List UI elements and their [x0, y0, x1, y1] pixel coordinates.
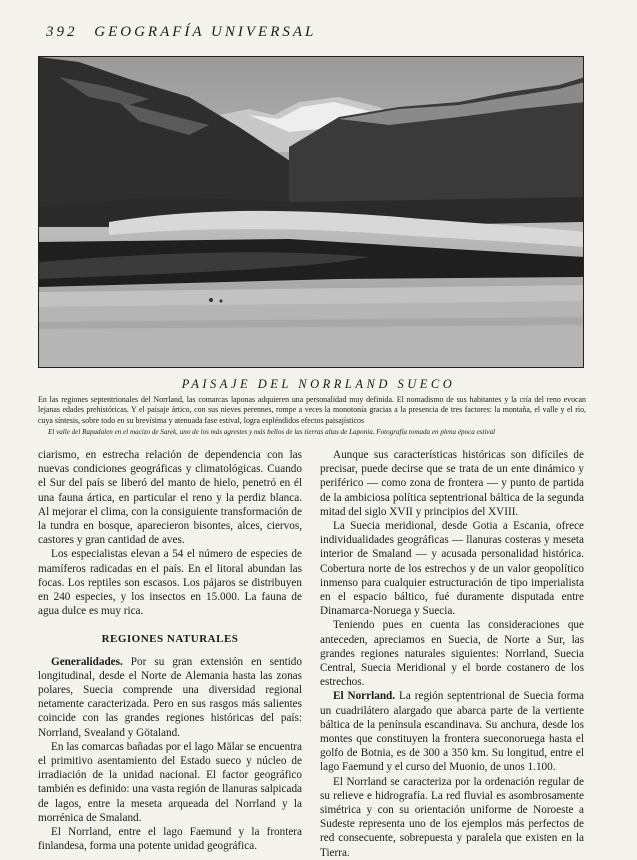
landscape-photo	[38, 56, 584, 368]
paragraph: Teniendo pues en cuenta las consideraciones que anteceden, apreciamos en Suecia, de Norte a Sur, las grandes regiones naturales siguientes: Norrland, Suecia Central, Suecia Meridional y el borde costanero de los estrechos.	[320, 619, 584, 689]
figure-title: PAISAJE DEL NORRLAND SUECO	[181, 377, 456, 391]
figure-credit: El valle del Rapadalen en el macizo de Sarek, uno de los más agrestes y más bellos de las tierras altas de Laponia. Fotografía tomada en plena época estival	[48, 428, 496, 436]
left-column	[38, 448, 302, 853]
paragraph-lead: El Norrland.	[333, 690, 396, 703]
paragraph: ciarismo, en estrecha relación de dependencia con las nuevas condiciones geográficas y climatológicas. Cuando el Sur del país se liberó del manto de hielo, penetró en él una fauna ártica, en particular el reno y la perdiz blanca. Al mejorar el clima, con la consiguiente transformación de la tundra en bosque, aparecieron bisontes, alces, ciervos, castores y gran cantidad de aves.	[38, 449, 302, 547]
paragraph-lead: Generalidades.	[51, 655, 123, 668]
right-column	[320, 448, 584, 860]
paragraph-norrland	[320, 689, 584, 774]
landscape-photo-illustration	[39, 57, 584, 368]
paragraph: Los especialistas elevan a 54 el número de especies de mamíferos radicadas en el país. En el litoral abundan las focas. Los reptiles son escasos. Los pájaros se distribuyen en 240 especies, y los insectos en 15.000. La fauna de agua dulce es muy rica.	[38, 548, 302, 618]
page-header	[46, 24, 606, 46]
paragraph-generalidades	[38, 655, 302, 740]
running-title: GEOGRAFÍA UNIVERSAL	[94, 24, 317, 40]
paragraph: Aunque sus características históricas son difíciles de precisar, puede decirse que se trata de un ente dinámico y periférico — como zona de frontera — y punto de partida de la ambiciosa política septentrional báltica de la segunda mitad del siglo XVII y principios del XVIII.	[320, 449, 584, 518]
paragraph: En las comarcas bañadas por el lago Mälar se encuentra el primitivo asentamiento del Estado sueco y núcleo de irradiación de la unidad nacional. El factor geográfico también es definido: una vasta región de llanuras salpicada de lagos, entre la meseta arqueada del Norrland y la morrénica de Smaland.	[38, 740, 302, 824]
paragraph: La Suecia meridional, desde Gotia a Escania, ofrece individualidades geográficas — llanuras costeras y meseta interior de Smaland — y acusada personalidad histórica. Cobertura norte de los estrechos y de un valor geopolítico inmenso para cualquier estructuración de tipo imperialista en el espacio báltico, fué duramente disputada entre Dinamarca-Noruega y Suecia.	[320, 520, 584, 618]
paragraph-text: Por su gran extensión en sentido longitudinal, desde el Norte de Alemania hasta las zonas polares, Suecia comprende una diversidad regional netamente caracterizada. Pero en sus rasgos más salientes coincide con las grandes regiones históricas del país: Norrland, Svealand y Götaland.	[38, 655, 302, 739]
page-number: 392	[46, 24, 78, 40]
paragraph: El Norrland se caracteriza por la ordenación regular de su relieve e hidrografía. La red fluvial es asombrosamente simétrica y con su orientación uniforme de Noroeste a Sudeste representa uno de los ejemplos más perfectos de red consecuente, sobrepuesta y paralela que existen en la Tierra.	[320, 775, 584, 859]
section-heading: REGIONES NATURALES	[101, 633, 239, 646]
paragraph: El Norrland, entre el lago Faemund y la frontera finlandesa, forma una potente unidad geográfica.	[38, 826, 302, 853]
paragraph-text: La región septentrional de Suecia forma un cuadrilátero alargado que abarca parte de la vertiente báltica de la península escandinava. Su anchura, desde los montes que constituyen la frontera sueconoruega hasta el golfo de Botnia, es de 300 a 350 km. Su longitud, entre el lago Faemund y el curso del Muonio, de unos 1.100.	[320, 690, 584, 774]
figure-caption: En las regiones septentrionales del Norrland, las comarcas laponas adquieren una personalidad muy definida. El nomadismo de sus habitantes y la cría del reno evocan lejanas edades prehistóricas. Y el paisaje ártico, con sus nieves perennes, rompe a veces la monotonía gracias a la presencia de tres factores: la montaña, el valle y el río, cuya síntesis, sobre todo en su brevísima y atenuada fase estival, logra espléndidos efectos paisajísticos	[38, 395, 586, 425]
